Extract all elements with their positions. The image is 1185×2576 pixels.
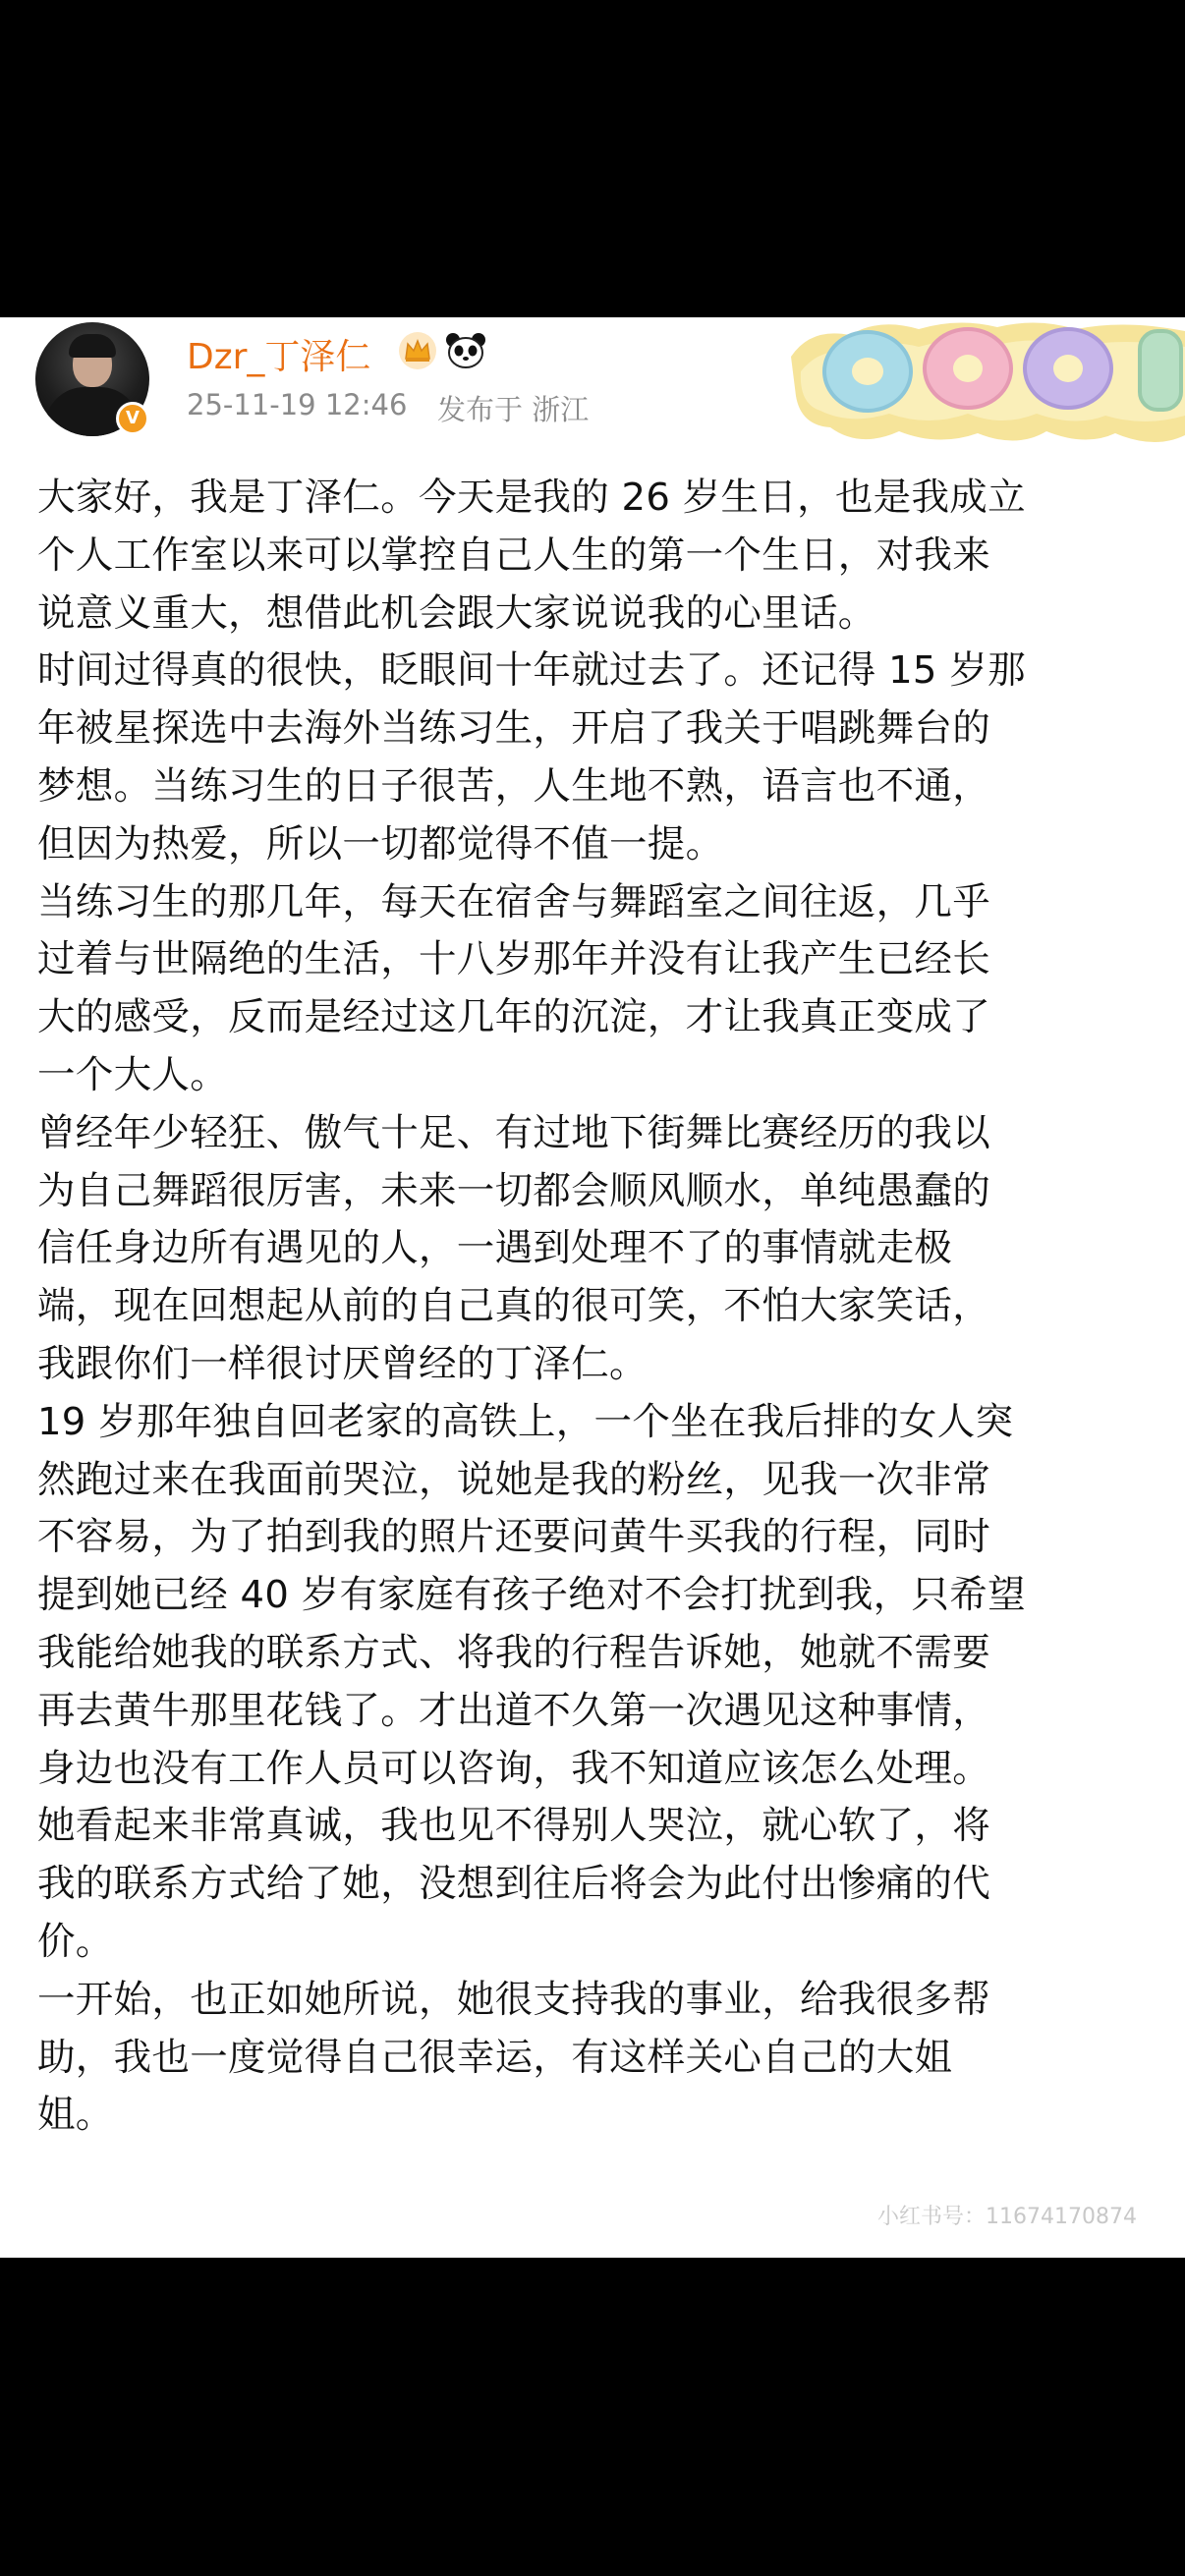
- post-text-line: 过着与世隔绝的生活，十八岁那年并没有让我产生已经长: [37, 937, 991, 982]
- post-location: 发布于 浙江: [437, 393, 590, 426]
- post-text-line: 信任身边所有遇见的人，一遇到处理不了的事情就走极: [37, 1226, 953, 1271]
- post-timestamp: 25-11-19 12:46: [187, 388, 408, 421]
- post-text-line: 身边也没有工作人员可以咨询，我不知道应该怎么处理。: [37, 1746, 991, 1791]
- cool-sticker-decoration: [791, 317, 1185, 450]
- post-text-line: 助，我也一度觉得自己很幸运，有这样关心自己的大姐: [37, 2035, 953, 2080]
- post-text-line: 大家好，我是丁泽仁。今天是我的 26 岁生日，也是我成立: [37, 476, 1026, 520]
- post-text-line: 不容易，为了拍到我的照片还要问黄牛买我的行程，同时: [37, 1515, 991, 1560]
- post-text-line: 她看起来非常真诚，我也见不得别人哭泣，就心软了，将: [37, 1804, 991, 1849]
- weibo-post-card: [0, 317, 1185, 2258]
- post-body-text: [37, 470, 1157, 2145]
- post-text-line: 提到她已经 40 岁有家庭有孩子绝对不会打扰到我，只希望: [37, 1573, 1026, 1618]
- post-text-line: 一开始，也正如她所说，她很支持我的事业，给我很多帮: [37, 1977, 991, 2022]
- panda-icon: [444, 331, 487, 370]
- post-text-line: 价。: [37, 1919, 114, 1964]
- username[interactable]: Dzr_丁泽仁: [187, 337, 371, 377]
- post-text-line: 然跑过来在我面前哭泣，说她是我的粉丝，见我一次非常: [37, 1457, 991, 1502]
- verified-badge-icon: V: [116, 402, 149, 435]
- xiaohongshu-watermark: 小红书号：11674170874: [877, 2205, 1137, 2229]
- post-text-line: 姐。: [37, 2093, 114, 2138]
- post-text-line: 19 岁那年独自回老家的高铁上，一个坐在我后排的女人突: [37, 1399, 1014, 1444]
- post-text-line: 年被星探选中去海外当练习生，开启了我关于唱跳舞台的: [37, 706, 991, 752]
- top-black-bar: [0, 0, 1185, 317]
- post-text-line: 梦想。当练习生的日子很苦，人生地不熟，语言也不通，: [37, 763, 991, 809]
- post-text-line: 为自己舞蹈很厉害，未来一切都会顺风顺水，单纯愚蠢的: [37, 1168, 991, 1213]
- post-text-line: 说意义重大，想借此机会跟大家说说我的心里话。: [37, 590, 876, 636]
- post-text-line: 曾经年少轻狂、傲气十足、有过地下街舞比赛经历的我以: [37, 1110, 991, 1155]
- post-text-line: 我跟你们一样很讨厌曾经的丁泽仁。: [37, 1341, 648, 1386]
- post-text-line: 时间过得真的很快，眨眼间十年就过去了。还记得 15 岁那: [37, 648, 1026, 694]
- post-text-line: 我能给她我的联系方式、将我的行程告诉她，她就不需要: [37, 1630, 991, 1675]
- post-text-line: 当练习生的那几年，每天在宿舍与舞蹈室之间往返，几乎: [37, 879, 991, 924]
- post-text-line: 大的感受，反而是经过这几年的沉淀，才让我真正变成了: [37, 995, 991, 1040]
- post-text-line: 我的联系方式给了她，没想到往后将会为此付出惨痛的代: [37, 1862, 991, 1907]
- crown-icon: [398, 331, 437, 370]
- bottom-black-bar: [0, 2258, 1185, 2576]
- post-text-line: 再去黄牛那里花钱了。才出道不久第一次遇见这种事情，: [37, 1688, 991, 1733]
- post-text-line: 端，现在回想起从前的自己真的很可笑，不怕大家笑话，: [37, 1284, 991, 1329]
- post-text-line: 个人工作室以来可以掌控自己人生的第一个生日，对我来: [37, 532, 991, 578]
- post-text-line: 一个大人。: [37, 1052, 229, 1097]
- post-text-line: 但因为热爱，所以一切都觉得不值一提。: [37, 821, 724, 867]
